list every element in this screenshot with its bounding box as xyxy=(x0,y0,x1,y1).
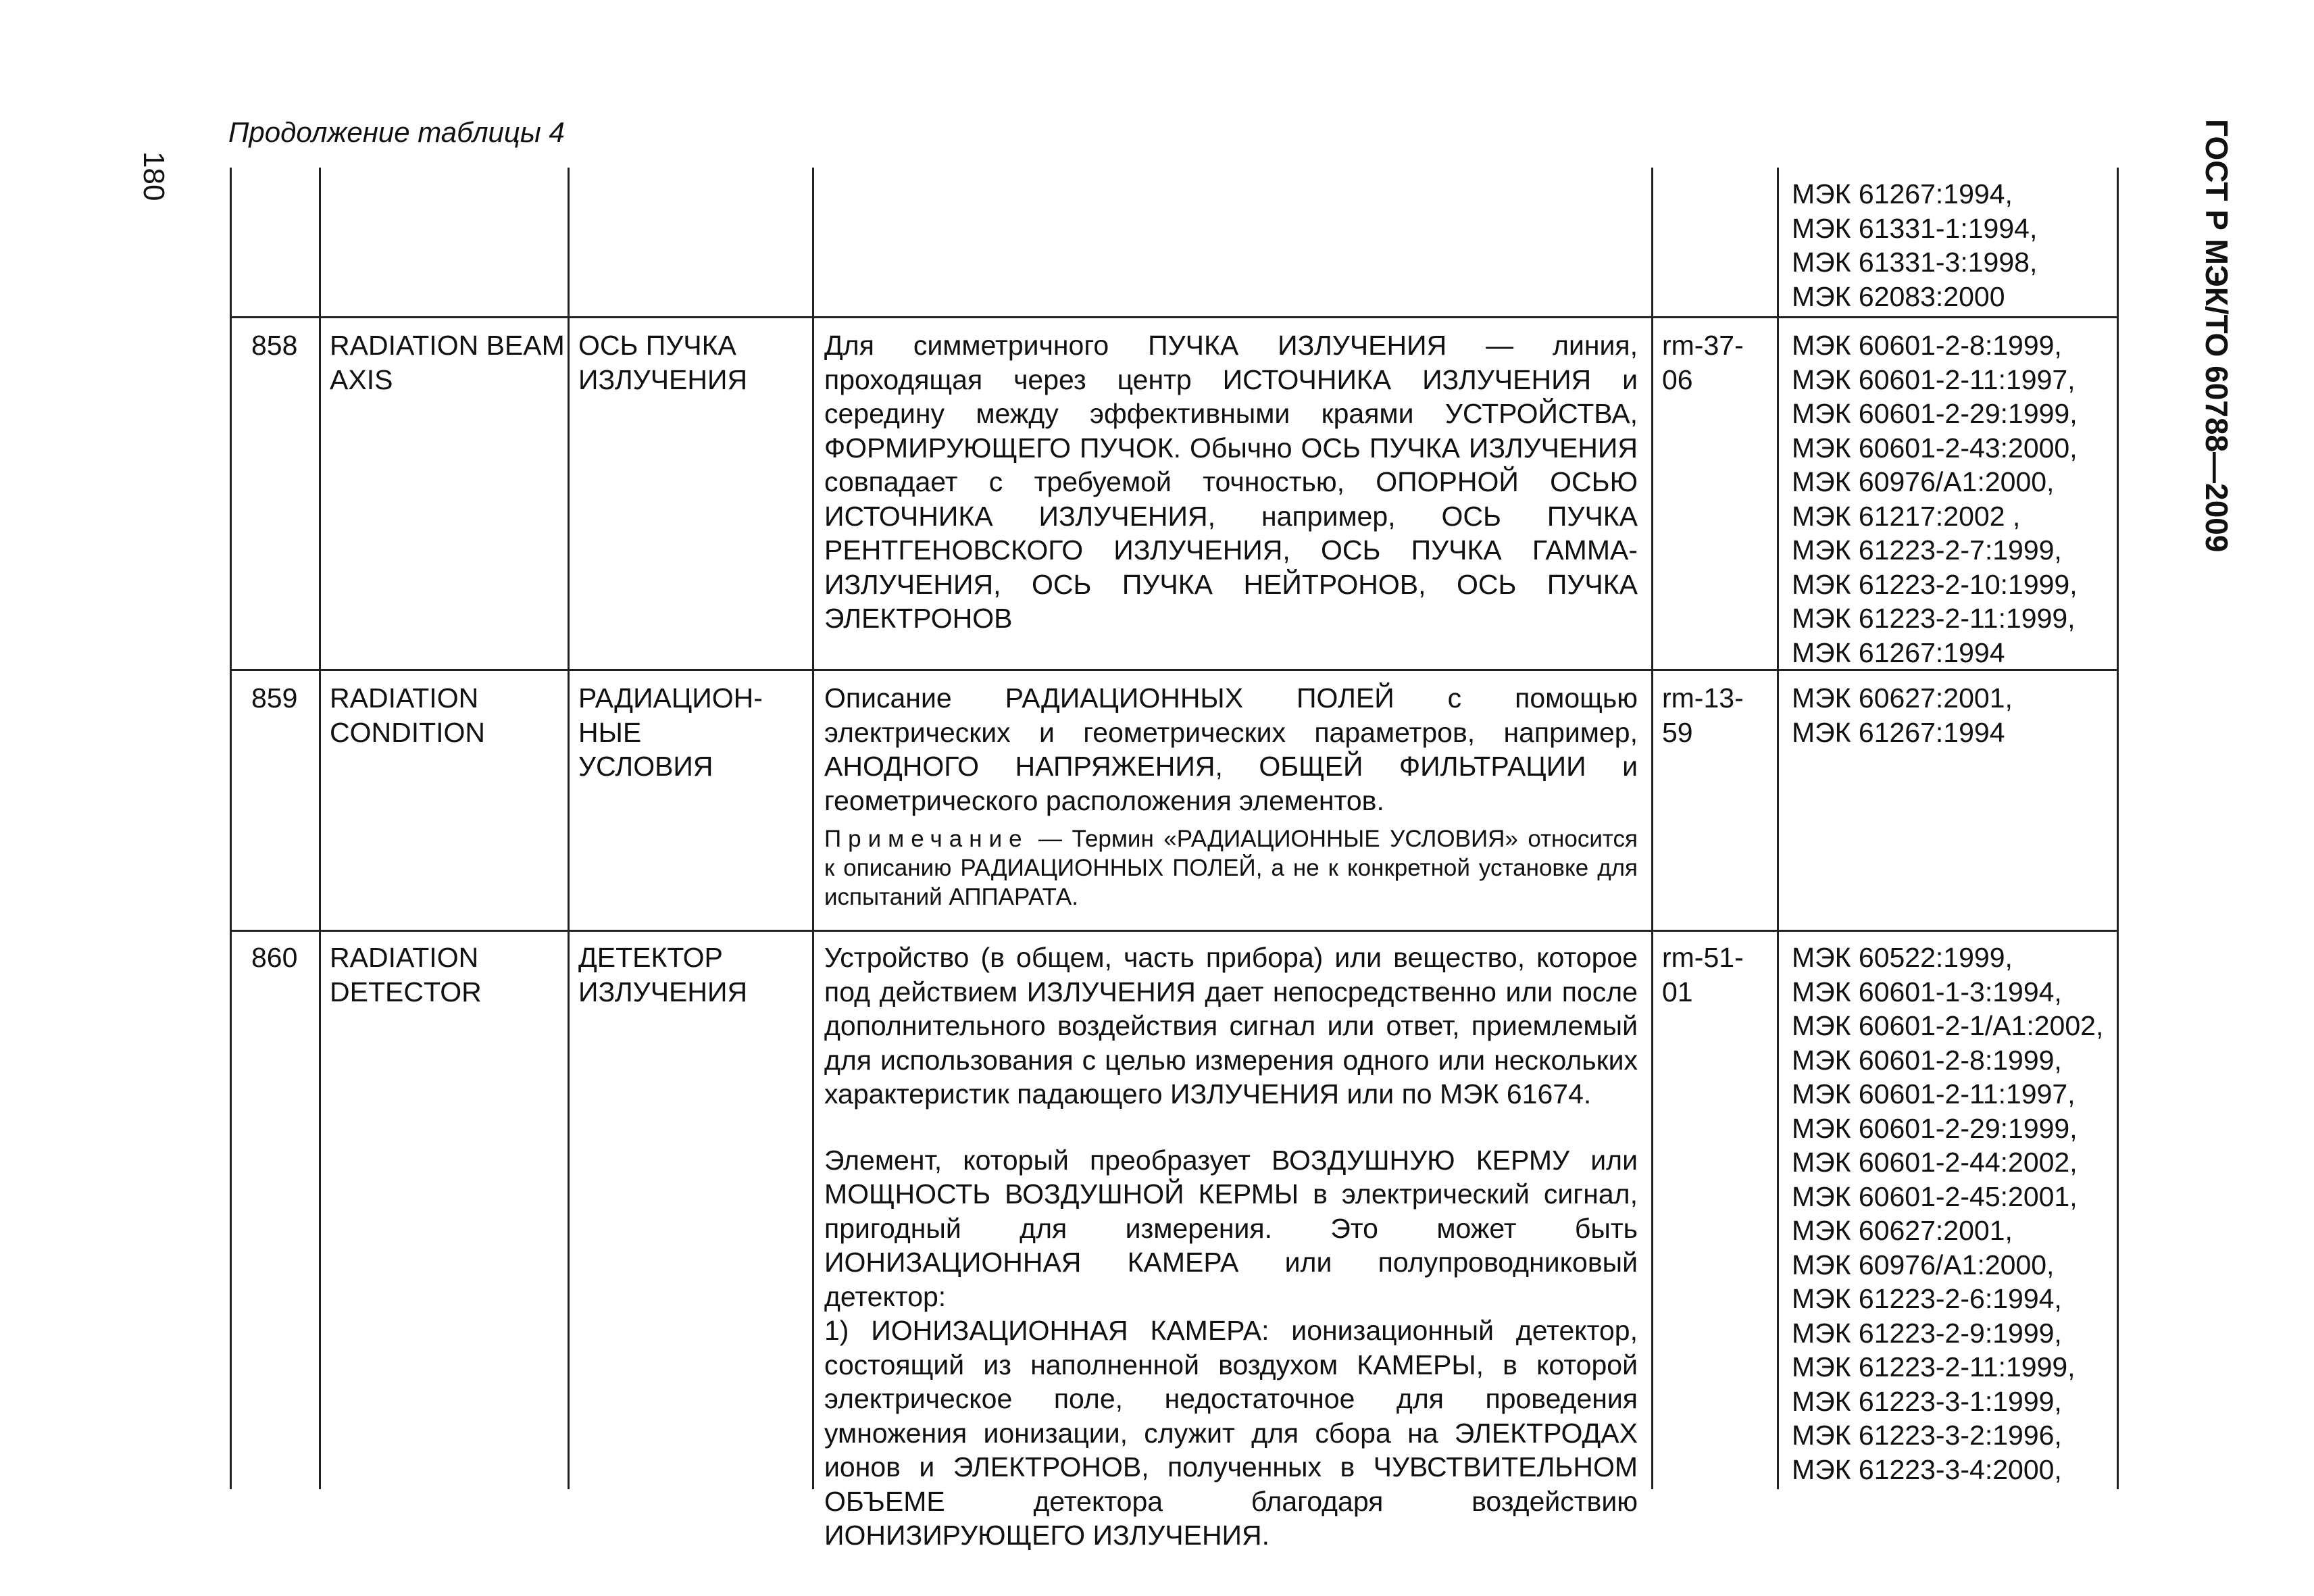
standard-ref: МЭК 60976/А1:2000, xyxy=(1792,466,2055,497)
note-label: Примечание xyxy=(824,826,1029,852)
standards-list xyxy=(1792,681,2109,749)
terms-table xyxy=(230,168,2119,1551)
column-border xyxy=(568,168,570,1489)
term-number: 859 xyxy=(251,682,298,714)
standard-ref: МЭК 61331-3:1998, xyxy=(1792,247,2038,278)
term-code: rm-37-06 xyxy=(1662,330,1744,395)
term-definition-block xyxy=(824,681,1638,912)
term-definition: Устройство (в общем, часть прибора) или вещество, которое под действием ИЗЛУЧЕНИЯ дает непосредственно или после дополнительного воздействия сигнал или ответ, приемлемый для использования с целью измерения одного или нескольких характеристик падающего ИЗЛУЧЕНИЯ или по МЭК 61674. xyxy=(824,942,1638,1109)
row-border xyxy=(230,930,2119,932)
definition-note xyxy=(824,824,1638,912)
term-english: RADIATION DETECTOR xyxy=(330,942,482,1007)
standard-ref: МЭК 60976/А1:2000, xyxy=(1792,1249,2055,1280)
standard-ref: МЭК 61223-2-6:1994, xyxy=(1792,1283,2062,1314)
column-border xyxy=(2117,168,2119,1489)
standard-ref: МЭК 60601-2-11:1997, xyxy=(1792,1078,2076,1109)
standard-ref: МЭК 60601-2-1/А1:2002, xyxy=(1792,1010,2104,1041)
standard-ref: МЭК 60601-2-11:1997, xyxy=(1792,364,2076,395)
standard-ref: МЭК 60627:2001, xyxy=(1792,682,2013,714)
standard-ref: МЭК 60601-2-45:2001, xyxy=(1792,1180,2078,1212)
standard-ref: МЭК 61223-3-1:1999, xyxy=(1792,1385,2062,1417)
term-english: RADIATION CONDITION xyxy=(330,682,486,748)
standards-list xyxy=(1792,941,2115,1487)
note-text: — Термин «РАДИАЦИОННЫЕ УСЛОВИЯ» относится к описанию РАДИАЦИОННЫХ ПОЛЕЙ, а не к конкретной установке для испытаний АППАРАТА. xyxy=(824,826,1638,910)
term-code: rm-13-59 xyxy=(1662,682,1744,748)
standard-ref: МЭК 60601-2-29:1999, xyxy=(1792,1112,2078,1144)
row-border xyxy=(230,316,2119,318)
standard-ref: МЭК 60601-2-8:1999, xyxy=(1792,1044,2062,1076)
term-russian: ДЕТЕКТОР ИЗЛУЧЕНИЯ xyxy=(578,942,748,1007)
standard-ref: МЭК 60601-2-43:2000, xyxy=(1792,432,2078,464)
term-definition-block xyxy=(824,941,1638,1553)
term-number: 858 xyxy=(251,330,298,361)
column-border xyxy=(1777,168,1779,1489)
prev-row-standards xyxy=(1792,177,2109,314)
standard-ref: МЭК 62083:2000 xyxy=(1792,280,2005,312)
standard-ref: МЭК 60601-2-8:1999, xyxy=(1792,330,2062,361)
term-definition: Описание РАДИАЦИОННЫХ ПОЛЕЙ с помощью электрических и геометрических параметров, например, АНОДНОГО НАПРЯЖЕНИЯ, ОБЩЕЙ ФИЛЬТРАЦИИ и геометрического расположения элементов. xyxy=(824,682,1638,816)
term-russian: ОСЬ ПУЧКА ИЗЛУЧЕНИЯ xyxy=(578,330,748,395)
standard-ref: МЭК 60601-2-44:2002, xyxy=(1792,1147,2078,1178)
column-border xyxy=(319,168,321,1489)
column-border xyxy=(1651,168,1653,1489)
standard-ref: МЭК 61267:1994 xyxy=(1792,716,2005,748)
column-border xyxy=(230,168,232,1489)
term-definition: Элемент, который преобразует ВОЗДУШНУЮ КЕРМУ или МОЩНОСТЬ ВОЗДУШНОЙ КЕРМЫ в электрический сигнал, пригодный для измерения. Это может быть ИОНИЗАЦИОННАЯ КАМЕРА или полупроводниковый детектор: xyxy=(824,1144,1638,1312)
standard-ref: МЭК 60601-2-29:1999, xyxy=(1792,398,2078,429)
document-title: ГОСТ Р МЭК/ТО 60788—2009 xyxy=(2199,119,2234,553)
term-english: RADIATION BEAM AXIS xyxy=(330,330,565,395)
term-code: rm-51-01 xyxy=(1662,942,1744,1007)
standard-ref: МЭК 60522:1999, xyxy=(1792,942,2013,973)
standard-ref: МЭК 61267:1994, xyxy=(1792,178,2013,209)
paragraph-gap xyxy=(824,1112,1638,1143)
column-border xyxy=(812,168,814,1489)
term-definition: Для симметричного ПУЧКА ИЗЛУЧЕНИЯ — линия, проходящая через центр ИСТОЧНИКА ИЗЛУЧЕНИЯ и середину между эффективными краями УСТРОЙСТВА, ФОРМИРУЮЩЕГО ПУЧОК. Обычно ОСЬ ПУЧКА ИЗЛУЧЕНИЯ совпадает с требуемой точностью, ОПОРНОЙ ОСЬЮ ИСТОЧНИКА ИЗЛУЧЕНИЯ, например, ОСЬ ПУЧКА РЕНТГЕНОВСКОГО ИЗЛУЧЕНИЯ, ОСЬ ПУЧКА ГАММА-ИЗЛУЧЕНИЯ, ОСЬ ПУЧКА НЕЙТРОНОВ, ОСЬ ПУЧКА ЭЛЕКТРОНОВ xyxy=(824,330,1638,634)
term-russian: РАДИАЦИОН-НЫЕ УСЛОВИЯ xyxy=(578,682,763,782)
standard-ref: МЭК 61223-3-2:1996, xyxy=(1792,1420,2062,1451)
standard-ref: МЭК 61223-2-9:1999, xyxy=(1792,1317,2062,1349)
standard-ref: МЭК 61267:1994 xyxy=(1792,637,2005,668)
term-number: 860 xyxy=(251,942,298,973)
page-number: 180 xyxy=(137,151,170,201)
standard-ref: МЭК 61223-2-11:1999, xyxy=(1792,603,2076,634)
term-definition: 1) ИОНИЗАЦИОННАЯ КАМЕРА: ионизационный детектор, состоящий из наполненной воздухом КАМЕРЫ, в которой электрическое поле, недостаточное для проведения умножения ионизации, служит для сбора на ЭЛЕКТРОДАХ ионов и ЭЛЕКТРОНОВ, полученных в ЧУВСТВИТЕЛЬНОМ ОБЪЕМЕ детектора благодаря воздействию ИОНИЗИРУЮЩЕГО ИЗЛУЧЕНИЯ. xyxy=(824,1315,1638,1551)
standard-ref: МЭК 60601-1-3:1994, xyxy=(1792,976,2062,1007)
standards-list xyxy=(1792,328,2109,670)
standard-ref: МЭК 60627:2001, xyxy=(1792,1215,2013,1246)
standard-ref: МЭК 61331-1:1994, xyxy=(1792,212,2038,244)
standard-ref: МЭК 61223-2-11:1999, xyxy=(1792,1351,2076,1382)
standard-ref: МЭК 61223-2-7:1999, xyxy=(1792,534,2062,566)
standard-ref: МЭК 61217:2002 , xyxy=(1792,500,2021,532)
table-continuation-caption: Продолжение таблицы 4 xyxy=(228,116,565,148)
standard-ref: МЭК 61223-2-10:1999, xyxy=(1792,568,2078,600)
standard-ref: МЭК 61223-3-4:2000, xyxy=(1792,1453,2062,1485)
